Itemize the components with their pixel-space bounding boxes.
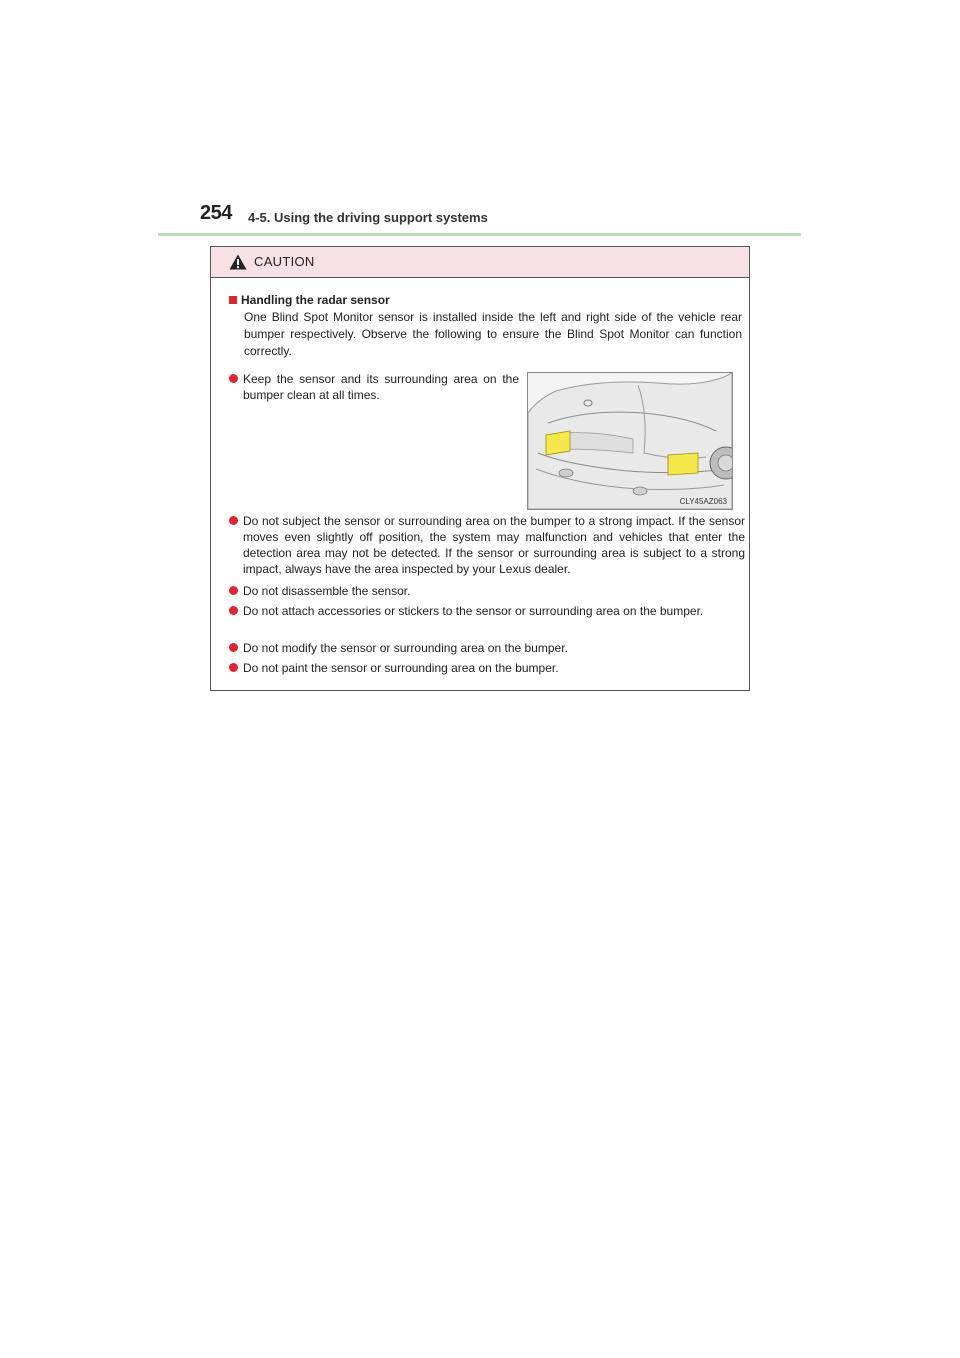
car-rear-bumper-icon <box>528 373 732 509</box>
bullet-dot-icon <box>229 643 238 652</box>
bumper-sensor-illustration <box>527 372 733 510</box>
caution-intro: One Blind Spot Monitor sensor is installed inside the left and right side of the vehicle rear bumper respectively. Observe the following to ensure the Blind Spot Monitor can function correctly. <box>244 310 742 358</box>
page-header <box>200 202 800 234</box>
subheading-text: Handling the radar sensor <box>241 293 390 307</box>
bullet-dot-icon <box>229 586 238 595</box>
square-bullet-icon <box>229 296 237 304</box>
list-item: Do not attach accessories or stickers to the sensor or surrounding area on the bumper. <box>229 603 745 619</box>
page-number: 254 <box>200 202 232 224</box>
caution-header <box>211 247 749 278</box>
bullet-dot-icon <box>229 663 238 672</box>
list-item: Do not modify the sensor or surrounding area on the bumper. <box>229 640 745 656</box>
list-item: Keep the sensor and its surrounding area on the bumper clean at all times. <box>229 371 519 403</box>
section-title: 4-5. Using the driving support systems <box>248 210 488 225</box>
bullet-dot-icon <box>229 516 238 525</box>
bullet-dot-icon <box>229 606 238 615</box>
caution-box <box>210 246 750 691</box>
list-item: Do not disassemble the sensor. <box>229 583 745 599</box>
illustration-code: CLY45AZ063 <box>679 497 727 506</box>
list-item: Do not paint the sensor or surrounding area on the bumper. <box>229 660 745 676</box>
list-item: Do not subject the sensor or surrounding area on the bumper to a strong impact. If the sensor moves even slightly off position, the system may malfunction and vehicles that enter the detection area may not be detected. If the sensor or surrounding area is subject to a strong impact, always have the area inspected by your Lexus dealer. <box>229 513 745 577</box>
caution-title: CAUTION <box>254 254 315 269</box>
header-rule <box>158 233 801 236</box>
warning-triangle-icon <box>229 254 247 270</box>
bullet-dot-icon <box>229 374 238 383</box>
caution-subheading <box>229 293 390 307</box>
